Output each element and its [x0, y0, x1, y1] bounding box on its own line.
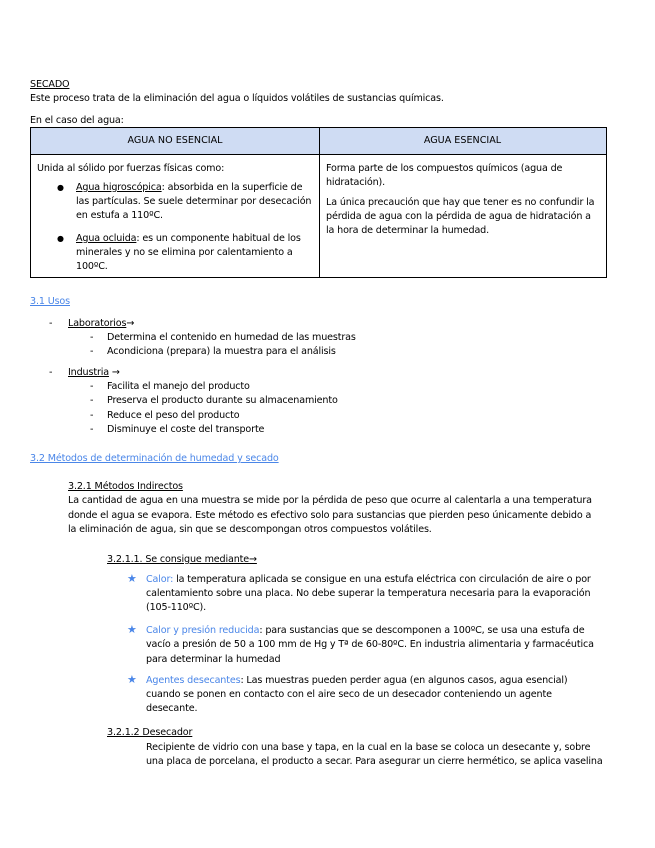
dash-icon: -: [49, 318, 53, 329]
col1-item-line: las partículas. Se suele determinar por desecación: [76, 196, 312, 207]
paragraph-line: Recipiente de vidrio con una base y tapa, en la cual en la base se coloca un desecante y, sobre: [146, 742, 591, 753]
col2-text: hidratación).: [326, 177, 386, 188]
paragraph-line: una placa de porcelana, el producto a secar. Para asegurar un cierre hermético, se aplica vaselina: [146, 756, 603, 767]
star-item-line: para determinar la humedad: [146, 654, 281, 665]
paragraph-line: donde el agua se evapora. Este método es efectivo solo para sustancias que pierden peso únicamente debido a: [68, 510, 592, 521]
dash-icon: -: [90, 346, 94, 357]
col1-item-line: 100ºC.: [76, 261, 108, 272]
table-divider: [319, 128, 320, 277]
dash-icon: -: [90, 381, 94, 392]
list-item: Disminuye el coste del transporte: [107, 424, 265, 435]
list-item: Reduce el peso del producto: [107, 410, 240, 421]
list-item: Facilita el manejo del producto: [107, 381, 250, 392]
col2-text: La única precaución que hay que tener es no confundir la: [326, 197, 595, 208]
star-item-line: Calor y presión reducida: para sustancias que se descomponen a 100ºC, se usa una estufa de: [146, 625, 585, 636]
table-header-cell: [31, 128, 319, 155]
dash-icon: -: [90, 410, 94, 421]
arrow-right-icon: →: [108, 367, 120, 378]
metodos-heading-link[interactable]: 3.2 Métodos de determinación de humedad y secado: [30, 453, 279, 464]
bullet-icon: ●: [57, 183, 64, 192]
star-item-line: vacío a presión de 50 a 100 mm de Hg y Tª de 60-80ºC. En industria alimentaria y farmacéutica: [146, 639, 594, 650]
star-item-line: desecante.: [146, 703, 198, 714]
dash-icon: -: [90, 395, 94, 406]
col2-text: Forma parte de los compuestos químicos (agua de: [326, 163, 563, 174]
desecador-title: 3.2.1.2 Desecador: [107, 727, 193, 738]
paragraph-line: la eliminación de agua, sin que se descompongan otros compuestos volátiles.: [68, 524, 432, 535]
water-types-table: [30, 127, 607, 278]
star-item-line: cuando se ponen en contacto con el aire seco de un desecador conteniendo un agente: [146, 689, 552, 700]
list-item: Preserva el producto durante su almacenamiento: [107, 395, 338, 406]
term-agua-higroscopica: Agua higroscópica: [76, 182, 162, 193]
usos-heading-link[interactable]: 3.1 Usos: [30, 296, 70, 307]
indirect-title: 3.2.1 Métodos Indirectos: [68, 481, 183, 492]
intro-text: Este proceso trata de la eliminación del agua o líquidos volátiles de sustancias químicas.: [30, 93, 444, 104]
col1-item-line: en estufa a 110ºC.: [76, 210, 163, 221]
star-item-line: calentamiento sobre una placa. No debe superar la temperatura necesaria para la evaporación: [146, 588, 591, 599]
star-item-line: Calor: la temperatura aplicada se consigue en una estufa eléctrica con circulación de aire o por: [146, 574, 591, 585]
arrow-right-icon: →: [126, 318, 135, 329]
consigue-title: 3.2.1.1. Se consigue mediante→: [107, 554, 257, 565]
header-agua-no-esencial: AGUA NO ESENCIAL: [127, 135, 223, 146]
usos-group-label: Industria →: [68, 367, 120, 378]
term-agentes-desecantes: Agentes desecantes: [146, 675, 241, 686]
star-item-line: (105-110ºC).: [146, 602, 207, 613]
list-item: Determina el contenido en humedad de las muestras: [107, 332, 356, 343]
header-agua-esencial: AGUA ESENCIAL: [423, 135, 502, 146]
col1-item-line: minerales y no se elimina por calentamiento a: [76, 247, 293, 258]
dash-icon: -: [90, 332, 94, 343]
star-icon: ★: [127, 673, 137, 686]
col2-text: pérdida de agua con la pérdida de agua de hidratación a: [326, 211, 591, 222]
bullet-icon: ●: [57, 234, 64, 243]
term-agua-ocluida: Agua ocluida: [76, 233, 137, 244]
star-icon: ★: [127, 572, 137, 585]
list-item: Acondiciona (prepara) la muestra para el análisis: [107, 346, 336, 357]
paragraph-line: La cantidad de agua en una muestra se mide por la pérdida de peso que ocurre al calentarla a una temperatura: [68, 495, 592, 506]
col1-intro: Unida al sólido por fuerzas físicas como:: [37, 163, 225, 174]
col1-item-line: Agua ocluida: es un componente habitual de los: [76, 233, 301, 244]
dash-icon: -: [49, 367, 53, 378]
star-item-line: Agentes desecantes: Las muestras pueden perder agua (en algunos casos, agua esencial): [146, 675, 568, 686]
table-header-cell: [319, 128, 606, 155]
section-heading: SECADO: [30, 79, 70, 90]
case-label: En el caso del agua:: [30, 115, 124, 126]
col1-item-line: Agua higroscópica: absorbida en la superficie de: [76, 182, 303, 193]
arrow-right-icon: →: [249, 554, 257, 565]
col2-text: la hora de determinar la humedad.: [326, 225, 490, 236]
dash-icon: -: [90, 424, 94, 435]
term-calor: Calor:: [146, 574, 174, 585]
term-calor-presion: Calor y presión reducida: [146, 625, 260, 636]
star-icon: ★: [127, 623, 137, 636]
usos-group-label: Laboratorios→: [68, 318, 135, 329]
